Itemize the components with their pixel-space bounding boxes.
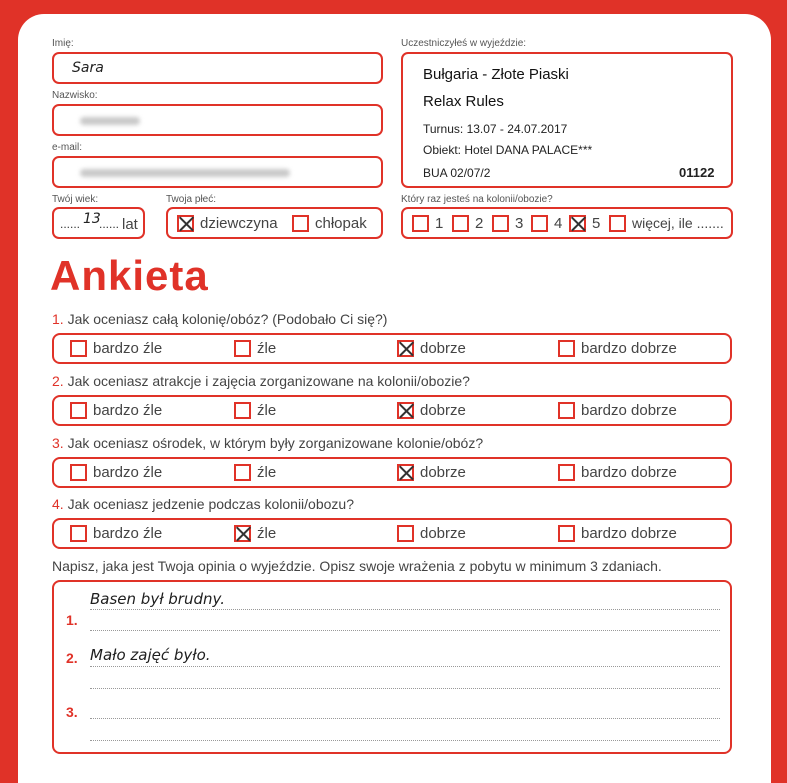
checkbox[interactable] (452, 215, 469, 232)
rating-label: bardzo dobrze (581, 340, 677, 357)
ktory-option-label: 1 (435, 214, 444, 232)
ktory-option-4[interactable] (531, 209, 562, 237)
rating-label: bardzo źle (93, 340, 163, 357)
wiek-dots-before: ...... (60, 217, 81, 231)
checkbox[interactable] (609, 215, 626, 232)
rating-option[interactable] (558, 397, 677, 424)
checkbox[interactable] (234, 402, 251, 419)
answer-row-2 (52, 395, 732, 426)
checkbox[interactable] (70, 402, 87, 419)
trip-label: Uczestniczyłeś w wyjeździe: (401, 38, 527, 49)
question-text: Jak oceniasz jedzenie podczas kolonii/obozu? (67, 496, 354, 512)
checkbox[interactable] (397, 525, 414, 542)
opinion-line-2: Mało zajęć było. (90, 646, 211, 664)
rating-label: dobrze (420, 402, 466, 419)
plec-field (166, 207, 383, 239)
dotted-line (90, 688, 720, 689)
wiek-field[interactable] (52, 207, 145, 239)
nazwisko-label: Nazwisko: (52, 90, 98, 101)
question-1 (52, 311, 387, 327)
rating-option[interactable] (70, 397, 162, 424)
rating-label: bardzo dobrze (581, 525, 677, 542)
checkbox-checked[interactable] (177, 215, 194, 232)
rating-option[interactable] (558, 335, 677, 362)
rating-label: bardzo dobrze (581, 464, 677, 481)
nazwisko-field[interactable] (52, 104, 383, 136)
rating-label: źle (257, 525, 277, 542)
checkbox[interactable] (558, 340, 575, 357)
ktory-option-label: 2 (475, 214, 484, 232)
dotted-line (90, 718, 720, 719)
checkbox[interactable] (558, 464, 575, 481)
rating-option[interactable] (70, 520, 162, 547)
line-number: 3. (66, 704, 78, 720)
imie-value: Sara (72, 60, 104, 76)
wiek-value: 13 (83, 211, 101, 227)
ktory-option-wiecej[interactable] (609, 209, 724, 237)
checkbox-checked[interactable] (397, 340, 414, 357)
ktory-option-label: 3 (515, 214, 524, 232)
question-text: Jak oceniasz całą kolonię/obóz? (Podobało Ci się?) (67, 311, 388, 327)
answer-row-1 (52, 333, 732, 364)
trip-info-box (401, 52, 733, 188)
plec-label: Twoja płeć: (166, 194, 217, 205)
checkbox-checked[interactable] (397, 464, 414, 481)
rating-option[interactable] (234, 397, 276, 424)
plec-option-dziewczyna[interactable] (177, 209, 278, 237)
ktory-label: Który raz jesteś na kolonii/obozie? (401, 194, 553, 205)
answer-row-4 (52, 518, 732, 549)
plec-option-chlopak[interactable] (292, 209, 367, 237)
rating-label: dobrze (420, 525, 466, 542)
checkbox-checked[interactable] (234, 525, 251, 542)
ktory-option-3[interactable] (492, 209, 523, 237)
plec-option-label: dziewczyna (200, 214, 278, 232)
rating-option[interactable] (397, 335, 466, 362)
trip-name: Relax Rules (423, 93, 504, 110)
line-number: 1. (66, 612, 78, 628)
checkbox[interactable] (70, 525, 87, 542)
trip-obiekt: Obiekt: Hotel DANA PALACE*** (423, 143, 593, 157)
ktory-option-1[interactable] (412, 209, 443, 237)
checkbox[interactable] (234, 340, 251, 357)
trip-id: 01122 (679, 165, 715, 180)
wiek-unit: lat (122, 216, 138, 233)
rating-label: bardzo źle (93, 525, 163, 542)
checkbox[interactable] (70, 464, 87, 481)
opinion-line-1: Basen był brudny. (90, 590, 225, 608)
trip-turnus: Turnus: 13.07 - 24.07.2017 (423, 122, 568, 136)
rating-option[interactable] (558, 459, 677, 486)
ktory-option-2[interactable] (452, 209, 483, 237)
plec-option-label: chłopak (315, 214, 367, 232)
page-title: Ankieta (50, 252, 209, 299)
rating-option[interactable] (234, 520, 276, 547)
checkbox[interactable] (492, 215, 509, 232)
rating-option[interactable] (234, 459, 276, 486)
rating-label: źle (257, 464, 277, 481)
dotted-line (90, 630, 720, 631)
trip-code: BUA 02/07/2 (423, 166, 491, 180)
checkbox[interactable] (70, 340, 87, 357)
question-text: Jak oceniasz atrakcje i zajęcia zorganizowane na kolonii/obozie? (67, 373, 470, 389)
rating-label: bardzo źle (93, 464, 163, 481)
checkbox-checked[interactable] (569, 215, 586, 232)
line-number: 2. (66, 650, 78, 666)
question-number: 1. (52, 311, 64, 327)
question-4 (52, 496, 354, 512)
email-label: e-mail: (52, 142, 83, 153)
dotted-line (90, 740, 720, 741)
rating-label: źle (257, 402, 277, 419)
rating-option[interactable] (558, 520, 677, 547)
ktory-option-label: 5 (592, 214, 601, 232)
question-2 (52, 373, 470, 389)
email-field[interactable] (52, 156, 383, 188)
ktory-field (401, 207, 733, 239)
rating-label: bardzo źle (93, 402, 163, 419)
wiek-label: Twój wiek: (52, 194, 99, 205)
checkbox[interactable] (412, 215, 429, 232)
wiek-dots-after: ...... (99, 217, 120, 231)
rating-label: dobrze (420, 464, 466, 481)
dotted-line (90, 609, 720, 610)
rating-label: źle (257, 340, 277, 357)
question-number: 4. (52, 496, 64, 512)
answer-row-3 (52, 457, 732, 488)
ktory-option-5[interactable] (569, 209, 600, 237)
ktory-option-label: 4 (554, 214, 563, 232)
question-3 (52, 435, 483, 451)
rating-label: bardzo dobrze (581, 402, 677, 419)
rating-option[interactable] (70, 335, 162, 362)
rating-option[interactable] (397, 397, 466, 424)
dotted-line (90, 666, 720, 667)
checkbox[interactable] (558, 525, 575, 542)
opinion-prompt: Napisz, jaka jest Twoja opinia o wyjeździe. Opisz swoje wrażenia z pobytu w minimum 3 zdaniach. (52, 558, 662, 574)
rating-label: dobrze (420, 340, 466, 357)
checkbox[interactable] (558, 402, 575, 419)
imie-label: Imię: (52, 38, 74, 49)
checkbox[interactable] (292, 215, 309, 232)
trip-destination: Bułgaria - Złote Piaski (423, 66, 569, 83)
checkbox[interactable] (531, 215, 548, 232)
rating-option[interactable] (234, 335, 276, 362)
imie-field[interactable] (52, 52, 383, 84)
nazwisko-redacted (80, 117, 140, 125)
rating-option[interactable] (397, 520, 466, 547)
rating-option[interactable] (70, 459, 162, 486)
checkbox[interactable] (234, 464, 251, 481)
ktory-option-label: więcej, ile ....... (632, 215, 724, 231)
question-text: Jak oceniasz ośrodek, w którym były zorganizowane kolonie/obóz? (67, 435, 484, 451)
question-number: 3. (52, 435, 64, 451)
question-number: 2. (52, 373, 64, 389)
email-redacted (80, 169, 290, 177)
survey-sheet (18, 14, 771, 783)
opinion-box[interactable] (52, 580, 732, 754)
checkbox-checked[interactable] (397, 402, 414, 419)
rating-option[interactable] (397, 459, 466, 486)
